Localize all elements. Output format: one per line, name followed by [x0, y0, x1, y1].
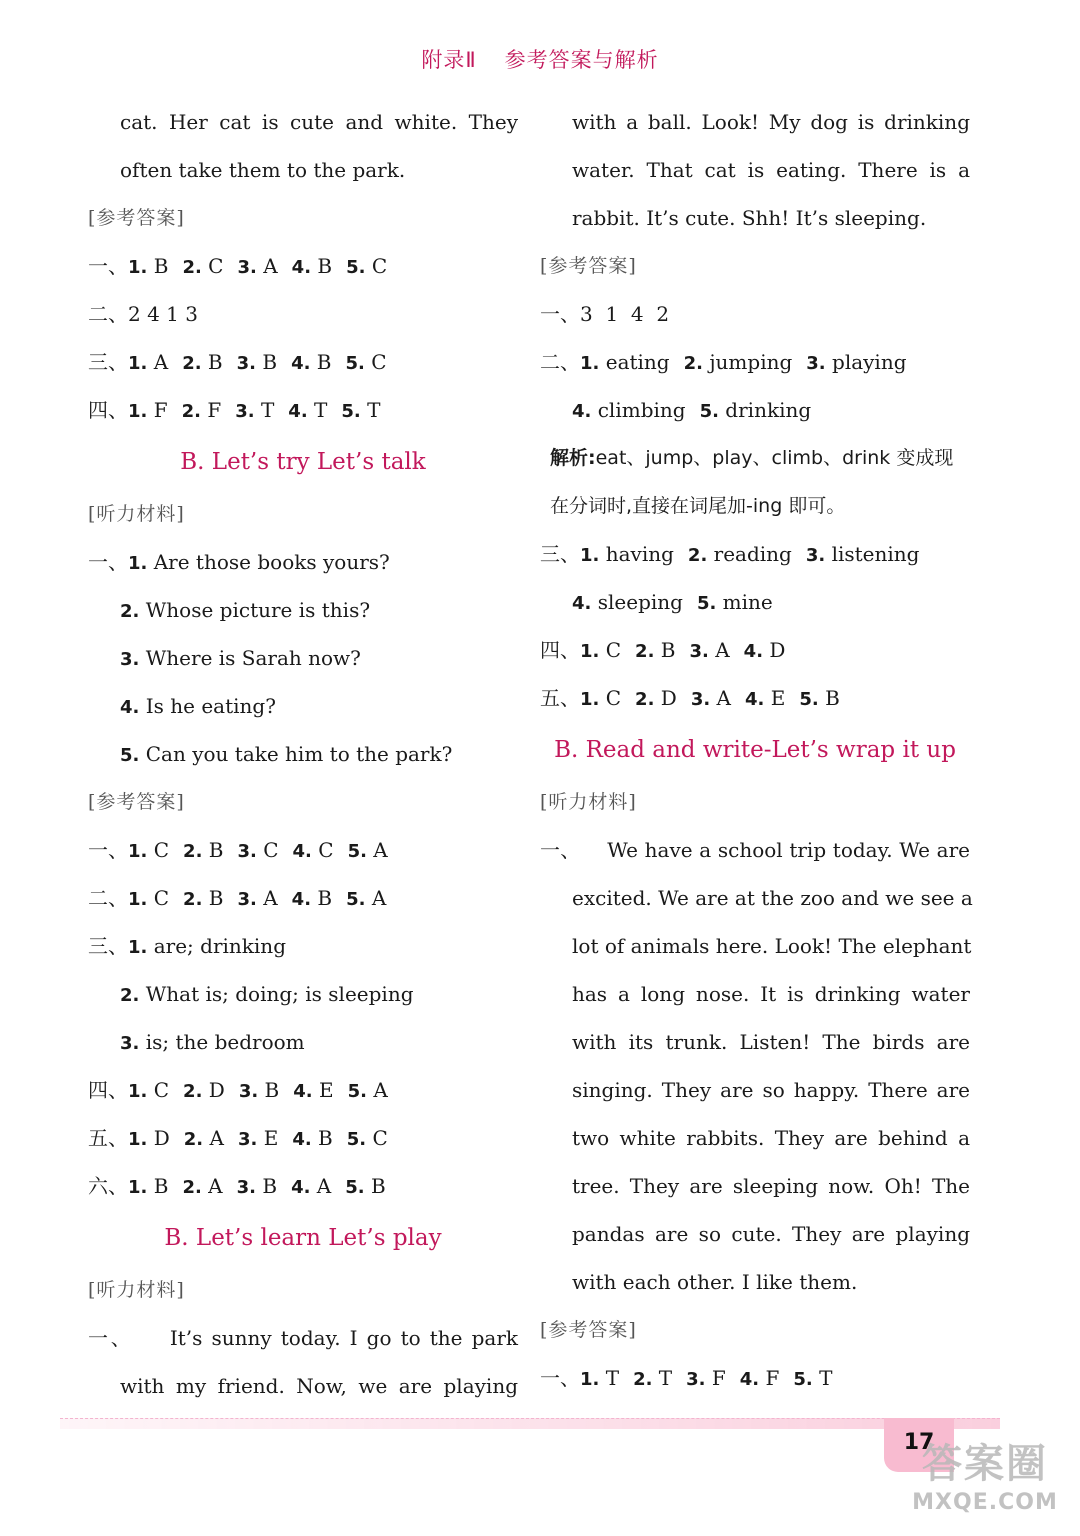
item-text: is; the bedroom: [145, 1030, 305, 1054]
question-prefix: 三、: [88, 934, 128, 958]
item-number: 4.: [291, 257, 312, 278]
answer-item: [235, 398, 274, 422]
item-number: 4.: [745, 689, 765, 710]
item-number: 2.: [182, 353, 202, 374]
item-number: 5.: [696, 593, 717, 614]
answer-item: [633, 1366, 672, 1390]
answer-item: [580, 542, 674, 566]
answer-group: [580, 350, 921, 374]
answer-item: [237, 254, 277, 278]
item-text: are; drinking: [153, 934, 286, 958]
answer-row: [88, 1114, 518, 1162]
item-value: A: [256, 254, 278, 278]
text-line: rabbit. It’s cute. Shh! It’s sleeping.: [572, 206, 927, 230]
answers-label: [参考答案]: [540, 255, 637, 277]
listening-item: [88, 634, 518, 682]
item-value: C: [599, 686, 622, 710]
listening-label: [听力材料]: [88, 503, 185, 525]
item-value: drinking: [718, 398, 812, 422]
question-prefix: 五、: [88, 1126, 128, 1150]
answer-row: [88, 826, 518, 874]
answer-item: [572, 398, 686, 422]
question-prefix: 一、: [88, 254, 128, 278]
item-value: T: [812, 1366, 833, 1390]
item-number: 2.: [687, 545, 708, 566]
answer-item: [745, 686, 785, 710]
item-value: B: [202, 886, 224, 910]
item-number: 2.: [183, 1081, 203, 1102]
answer-item: [686, 1366, 726, 1390]
item-number: 2.: [120, 985, 140, 1006]
item-number: 3.: [120, 1033, 140, 1054]
item-value: T: [599, 1366, 620, 1390]
answer-item: [580, 350, 670, 374]
item-number: 1.: [580, 689, 600, 710]
answer-item: [740, 1366, 780, 1390]
appendix-label: 附录Ⅱ: [421, 48, 477, 72]
item-value: sleeping: [591, 590, 683, 614]
item-number: 3.: [235, 401, 255, 422]
item-number: 4.: [291, 1177, 311, 1198]
item-number: 4.: [120, 697, 140, 718]
item-number: 2.: [635, 641, 655, 662]
answer-item: [348, 1078, 388, 1102]
answer-item: [345, 1174, 385, 1198]
item-value: B: [256, 1174, 278, 1198]
item-number: 1.: [128, 1177, 148, 1198]
item-number: 5.: [347, 1081, 367, 1102]
item-text: Where is Sarah now?: [145, 646, 361, 670]
answer-item: [635, 686, 677, 710]
passage-line: singing. They are so happy. There are: [572, 1078, 970, 1102]
explanation-text: eat、jump、play、climb、drink 变成现在分词时,直接在词尾加-ing 即可。: [550, 447, 954, 517]
question-prefix: 二、: [88, 302, 128, 326]
answer-item: [182, 350, 222, 374]
answer-row: [540, 530, 970, 578]
answer-row: [88, 386, 518, 434]
item-value: C: [599, 638, 622, 662]
explanation: [540, 434, 970, 530]
item-number: 1.: [580, 353, 600, 374]
question-prefix: 四、: [540, 638, 580, 662]
question-prefix: 一、: [540, 1366, 580, 1390]
question-prefix: 三、: [540, 542, 580, 566]
item-value: A: [310, 1174, 332, 1198]
item-number: 1.: [128, 1129, 148, 1150]
item-number: 3.: [237, 257, 257, 278]
item-text: Whose picture is this?: [145, 598, 371, 622]
item-value: B: [202, 838, 224, 862]
item-number: 1.: [128, 401, 148, 422]
item-value: B: [147, 1174, 169, 1198]
answer-item: [697, 590, 773, 614]
page-header: [0, 44, 1080, 74]
item-value: A: [366, 838, 388, 862]
item-number: 2.: [182, 257, 202, 278]
question-prefix: 一、: [88, 838, 128, 862]
item-number: 3.: [238, 1081, 259, 1102]
answer-item: [806, 350, 906, 374]
answer-item: [292, 1126, 332, 1150]
item-value: C: [147, 838, 170, 862]
answer-row: [88, 242, 518, 290]
item-value: B: [311, 886, 333, 910]
text-line: with a ball. Look! My dog is drinking: [572, 110, 970, 134]
item-value: T: [652, 1366, 673, 1390]
listening-item: [88, 682, 518, 730]
item-value: E: [257, 1126, 279, 1150]
answer-item: [700, 398, 812, 422]
item-number: 2.: [683, 353, 703, 374]
item-value: A: [256, 886, 278, 910]
item-value: B: [258, 1078, 280, 1102]
answer-item: [182, 398, 222, 422]
item-value: B: [201, 350, 223, 374]
item-number: 2.: [120, 601, 140, 622]
item-number: 1.: [128, 553, 148, 574]
item-number: 5.: [345, 353, 365, 374]
answer-item: [183, 838, 223, 862]
question-prefix: 四、: [88, 1078, 128, 1102]
answer-item: [238, 1126, 278, 1150]
item-value: B: [147, 254, 169, 278]
item-value: A: [366, 1078, 388, 1102]
item-value: B: [311, 1126, 333, 1150]
passage-line: with each other. I like them.: [572, 1270, 858, 1294]
answer-row: [88, 1066, 518, 1114]
item-number: 2.: [183, 1129, 204, 1150]
item-value: having: [599, 542, 674, 566]
answer-row: [88, 922, 518, 970]
item-number: 2.: [182, 1177, 202, 1198]
item-value: reading: [707, 542, 792, 566]
passage-line: lot of animals here. Look! The elephant: [572, 934, 972, 958]
answer-row: [540, 338, 970, 386]
listening-item: [88, 730, 518, 778]
explanation-label: 解析:: [550, 447, 596, 469]
answer-item: [291, 1174, 331, 1198]
item-value: mine: [716, 590, 773, 614]
answer-item: [346, 254, 387, 278]
answer-item: [341, 398, 380, 422]
answer-item: [128, 398, 168, 422]
answer-item: [580, 1366, 619, 1390]
watermark-en: MXQE.COM: [912, 1490, 1058, 1515]
item-number: 4.: [572, 593, 592, 614]
answer-item: [347, 1126, 388, 1150]
item-number: 3.: [120, 649, 140, 670]
answer-item: [288, 398, 327, 422]
item-number: 5.: [347, 841, 367, 862]
item-number: 4.: [292, 841, 312, 862]
item-value: B: [256, 350, 278, 374]
item-value: T: [360, 398, 381, 422]
answer-item: [688, 542, 792, 566]
answer-item: [689, 638, 729, 662]
item-number: 2.: [181, 401, 201, 422]
question-prefix: 二、: [88, 886, 128, 910]
item-value: listening: [825, 542, 920, 566]
answer-item: [744, 638, 786, 662]
answers-label: [参考答案]: [88, 791, 185, 813]
item-number: 4.: [291, 889, 312, 910]
question-prefix: 二、: [540, 350, 580, 374]
item-number: 2.: [183, 889, 203, 910]
item-number: 1.: [128, 937, 148, 958]
answer-row: [540, 674, 970, 722]
answer-item: [128, 838, 169, 862]
item-value: A: [708, 638, 730, 662]
listening-item: [88, 586, 518, 634]
item-number: 5.: [793, 1369, 813, 1390]
item-text: Are those books yours?: [153, 550, 390, 574]
item-number: 5.: [341, 401, 361, 422]
item-number: 1.: [128, 257, 148, 278]
answer-item: [128, 1078, 169, 1102]
item-text: Is he eating?: [145, 694, 276, 718]
item-value: C: [311, 838, 334, 862]
question-prefix: 一、: [88, 550, 128, 574]
item-number: 4.: [572, 401, 592, 422]
answer-item: [346, 350, 387, 374]
item-number: 1.: [580, 641, 600, 662]
answer-text: 3 1 4 2: [580, 302, 670, 326]
answer-item: [348, 838, 388, 862]
text-line: cat. Her cat is cute and white. They: [120, 110, 518, 134]
answer-item: [183, 886, 223, 910]
answer-item: [237, 350, 277, 374]
item-number: 1.: [128, 1081, 148, 1102]
left-column: [88, 98, 518, 1410]
item-number: 5.: [346, 1129, 367, 1150]
answer-row: [540, 386, 970, 434]
answer-row: [88, 290, 518, 338]
item-number: 4.: [743, 641, 764, 662]
answer-item: [684, 350, 793, 374]
item-number: 2.: [635, 689, 655, 710]
item-value: F: [759, 1366, 780, 1390]
item-number: 5.: [345, 1177, 365, 1198]
question-prefix: 一、: [88, 1326, 134, 1350]
item-value: C: [147, 886, 170, 910]
answer-item: [635, 638, 675, 662]
item-number: 3.: [236, 1177, 256, 1198]
question-prefix: 一、: [540, 302, 580, 326]
answer-item: [793, 1366, 832, 1390]
item-value: F: [147, 398, 168, 422]
item-value: C: [366, 1126, 388, 1150]
section-title: B. Read and write-Let’s wrap it up: [554, 737, 956, 763]
answer-row: [88, 874, 518, 922]
item-number: 4.: [739, 1369, 760, 1390]
listening-item: [88, 538, 518, 586]
item-value: D: [202, 1078, 225, 1102]
answer-item: [292, 886, 332, 910]
passage-line: two white rabbits. They are behind a: [572, 1126, 970, 1150]
item-number: 3.: [805, 545, 826, 566]
item-number: 1.: [128, 841, 148, 862]
text-line: often take them to the park.: [120, 158, 406, 182]
item-value: C: [364, 350, 387, 374]
right-column: [540, 98, 973, 1402]
watermark: [900, 1440, 1070, 1532]
answer-item: [293, 1078, 333, 1102]
item-value: C: [147, 1078, 170, 1102]
passage-line: [540, 826, 970, 874]
answer-item: [128, 886, 169, 910]
listening-label: [听力材料]: [540, 791, 637, 813]
answer-item: [346, 886, 386, 910]
item-value: playing: [825, 350, 907, 374]
passage-text: It’s sunny today. I go to the park: [169, 1326, 518, 1350]
watermark-cn: 答案圈: [922, 1441, 1048, 1487]
answer-item: [237, 838, 278, 862]
item-value: climbing: [591, 398, 686, 422]
listening-label: [听力材料]: [88, 1279, 185, 1301]
item-value: F: [705, 1366, 726, 1390]
passage-line: excited. We are at the zoo and we see a: [572, 886, 973, 910]
item-value: F: [200, 398, 222, 422]
answer-item: [580, 638, 621, 662]
answer-item: [580, 686, 621, 710]
page-number: 17: [884, 1418, 954, 1472]
answer-item: [128, 1126, 170, 1150]
item-number: 1.: [580, 1369, 600, 1390]
item-value: E: [764, 686, 786, 710]
passage-line: [88, 1314, 518, 1362]
item-number: 3.: [689, 641, 709, 662]
answer-row: [540, 290, 970, 338]
item-value: C: [256, 838, 279, 862]
item-value: A: [147, 350, 169, 374]
item-number: 5.: [346, 257, 366, 278]
item-number: 3.: [237, 841, 257, 862]
item-value: D: [147, 1126, 170, 1150]
answer-text: 2 4 1 3: [128, 302, 198, 326]
item-value: eating: [599, 350, 670, 374]
answers-label: [参考答案]: [540, 1319, 637, 1341]
footer-band: [60, 1418, 1000, 1429]
section-title: B. Let’s try Let’s talk: [180, 449, 426, 475]
answer-item: [572, 590, 683, 614]
item-value: E: [312, 1078, 334, 1102]
item-value: D: [763, 638, 786, 662]
header-title: 参考答案与解析: [504, 48, 659, 72]
item-number: 3.: [806, 353, 826, 374]
question-prefix: 六、: [88, 1174, 128, 1198]
question-prefix: 五、: [540, 686, 580, 710]
item-number: 4.: [293, 1081, 313, 1102]
passage-text: We have a school trip today. We are: [607, 838, 970, 862]
answer-item: [182, 254, 223, 278]
item-value: B: [818, 686, 840, 710]
answer-item: [182, 1174, 222, 1198]
answers-label: [参考答案]: [88, 207, 185, 229]
answer-group: [580, 542, 933, 566]
question-prefix: 四、: [88, 398, 128, 422]
item-value: jumping: [702, 350, 793, 374]
passage-line: has a long nose. It is drinking water: [572, 982, 970, 1006]
item-value: A: [201, 1174, 223, 1198]
passage-line: pandas are so cute. They are playing: [572, 1222, 970, 1246]
answer-item: [806, 542, 920, 566]
passage-line: with my friend. Now, we are playing: [120, 1374, 518, 1398]
item-number: 3.: [237, 1129, 258, 1150]
item-value: T: [254, 398, 275, 422]
answer-item: [237, 886, 277, 910]
answer-item: [128, 254, 168, 278]
item-number: 2.: [183, 841, 203, 862]
item-value: C: [365, 254, 388, 278]
answer-item: [184, 1126, 224, 1150]
section-title: B. Let’s learn Let’s play: [164, 1225, 442, 1251]
item-value: A: [710, 686, 732, 710]
item-value: B: [311, 254, 333, 278]
item-value: A: [365, 886, 387, 910]
answer-row: [88, 1162, 518, 1210]
item-number: 4.: [291, 353, 311, 374]
answer-row: [88, 338, 518, 386]
item-value: T: [307, 398, 328, 422]
item-text: What is; doing; is sleeping: [145, 982, 414, 1006]
answer-item: [239, 1078, 279, 1102]
question-prefix: 三、: [88, 350, 128, 374]
item-number: 5.: [120, 745, 140, 766]
answer-row: [88, 1018, 518, 1066]
answer-row: [540, 1354, 970, 1402]
item-value: D: [654, 686, 677, 710]
item-number: 1.: [580, 545, 600, 566]
item-number: 4.: [288, 401, 308, 422]
item-number: 2.: [633, 1369, 653, 1390]
passage-line: with its trunk. Listen! The birds are: [572, 1030, 970, 1054]
item-value: C: [201, 254, 224, 278]
item-number: 3.: [237, 889, 257, 910]
item-number: 3.: [686, 1369, 706, 1390]
answer-row: [540, 578, 970, 626]
item-value: B: [310, 350, 332, 374]
passage-line: tree. They are sleeping now. Oh! The: [572, 1174, 970, 1198]
answer-item: [799, 686, 839, 710]
item-number: 5.: [799, 689, 819, 710]
item-value: A: [203, 1126, 224, 1150]
answer-item: [128, 350, 168, 374]
item-number: 3.: [690, 689, 711, 710]
answer-item: [183, 1078, 225, 1102]
item-value: B: [364, 1174, 386, 1198]
item-number: 3.: [236, 353, 256, 374]
answer-item: [293, 838, 334, 862]
answer-item: [291, 350, 331, 374]
answer-item: [691, 686, 731, 710]
answer-item: [292, 254, 332, 278]
text-line: water. That cat is eating. There is a: [572, 158, 970, 182]
answer-item: [128, 1174, 168, 1198]
item-number: 1.: [128, 889, 148, 910]
answer-row: [88, 970, 518, 1018]
item-number: 1.: [128, 353, 148, 374]
item-text: Can you take him to the park?: [145, 742, 453, 766]
item-number: 5.: [699, 401, 719, 422]
item-value: B: [654, 638, 676, 662]
item-number: 5.: [346, 889, 366, 910]
question-prefix: 一、: [540, 838, 581, 862]
answer-row: [540, 626, 970, 674]
answer-item: [237, 1174, 277, 1198]
item-number: 4.: [292, 1129, 312, 1150]
